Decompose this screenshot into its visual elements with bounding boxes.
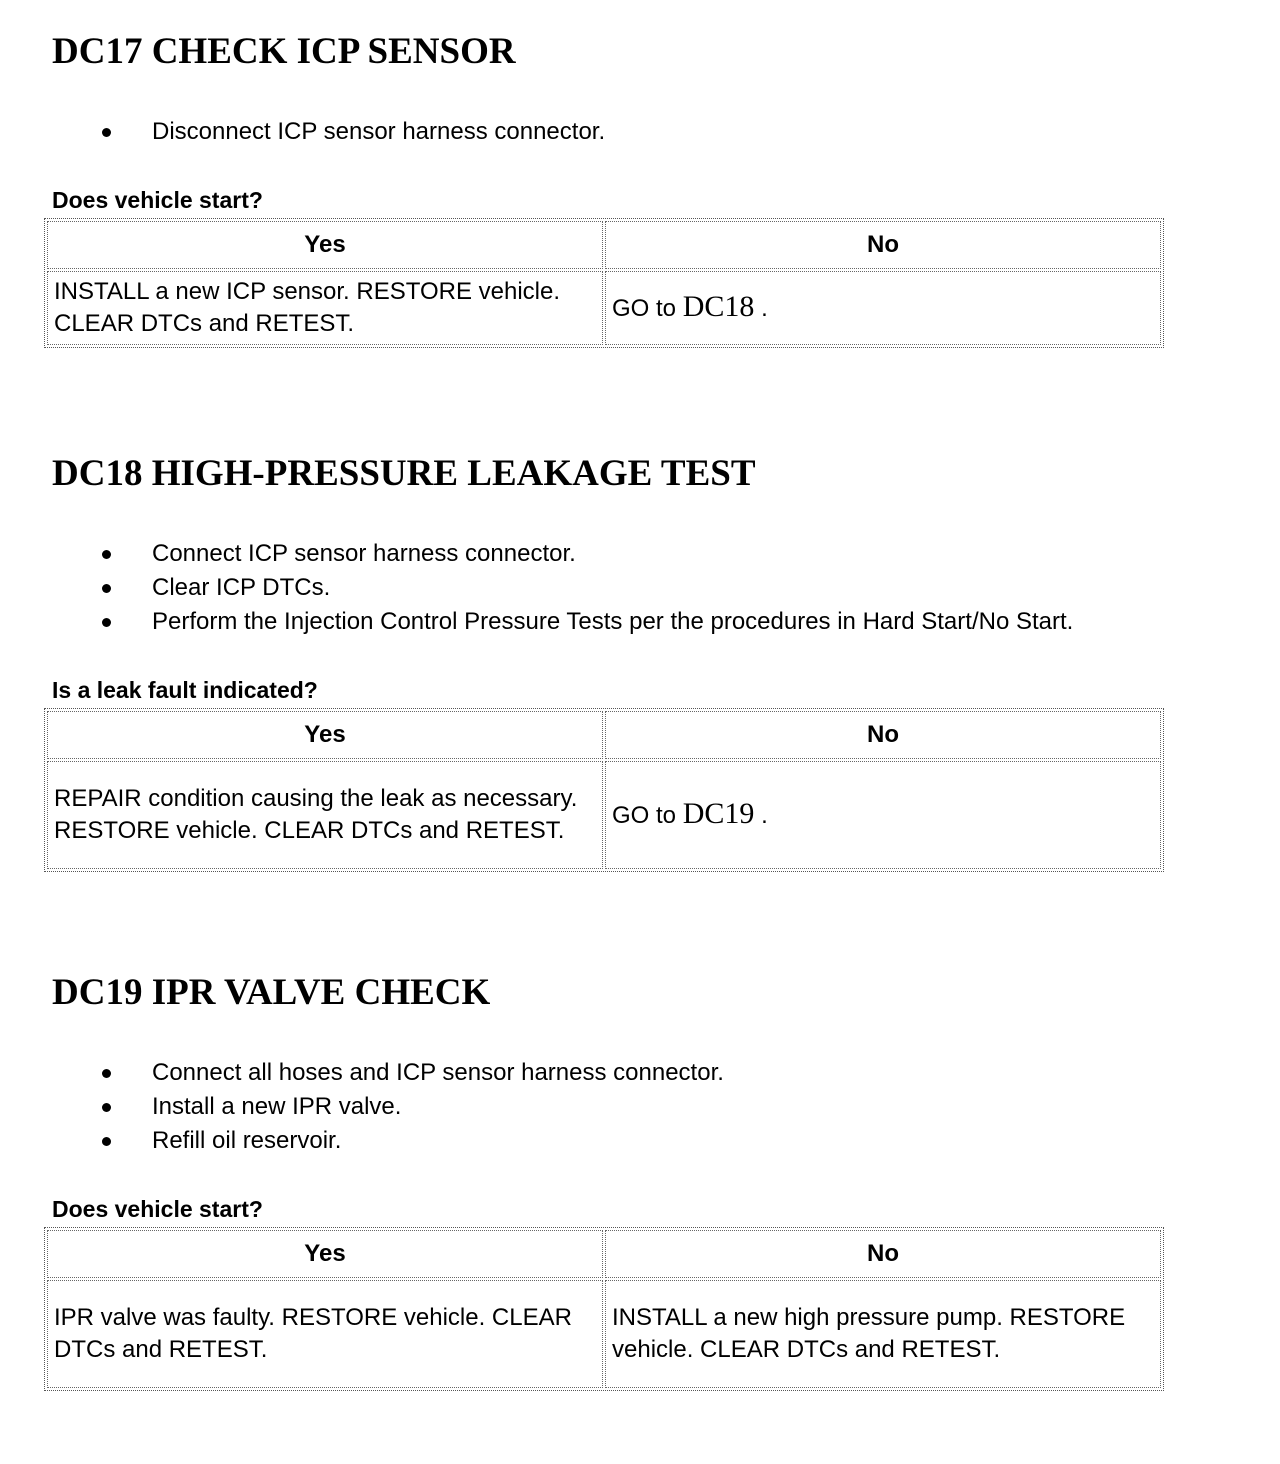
list-item: Disconnect ICP sensor harness connector. [52,115,1252,149]
list-item: Install a new IPR valve. [52,1090,1252,1124]
bullet-list [52,1056,1252,1158]
list-item: Connect all hoses and ICP sensor harness connector. [52,1056,1252,1090]
no-cell: GO to DC19 . [605,761,1161,869]
no-cell: INSTALL a new high pressure pump. RESTORE vehicle. CLEAR DTCs and RETEST. [605,1280,1161,1388]
bullet-list [52,115,1252,149]
question: Does vehicle start? [52,1196,263,1222]
list-item: Refill oil reservoir. [52,1124,1252,1158]
yes-cell: INSTALL a new ICP sensor. RESTORE vehicle. CLEAR DTCs and RETEST. [47,271,603,345]
bullet-icon [102,550,111,559]
bullet-list [52,537,1252,639]
list-item: Perform the Injection Control Pressure Tests per the procedures in Hard Start/No Start. [52,605,1252,639]
section-title: DC19 IPR VALVE CHECK [52,972,491,1013]
section-title: DC18 HIGH-PRESSURE LEAKAGE TEST [52,453,756,494]
bullet-icon [102,1103,111,1112]
no-header: No [605,711,1161,759]
bullet-icon [102,618,111,627]
section-title: DC17 CHECK ICP SENSOR [52,31,516,72]
yes-header: Yes [47,1230,603,1278]
question: Is a leak fault indicated? [52,677,318,703]
answer-table [44,708,1164,872]
no-cell: GO to DC18 . [605,271,1161,345]
section-dc18 [52,452,1252,872]
yes-header: Yes [47,221,603,269]
no-header: No [605,1230,1161,1278]
bullet-icon [102,1137,111,1146]
bullet-icon [102,584,111,593]
list-item: Clear ICP DTCs. [52,571,1252,605]
section-dc17 [52,30,1252,348]
bullet-icon [102,128,111,137]
yes-cell: IPR valve was faulty. RESTORE vehicle. CLEAR DTCs and RETEST. [47,1280,603,1388]
answer-table [44,218,1164,348]
goto-link[interactable]: DC19 [682,797,755,830]
list-item: Connect ICP sensor harness connector. [52,537,1252,571]
bullet-icon [102,1069,111,1078]
question: Does vehicle start? [52,187,263,213]
yes-header: Yes [47,711,603,759]
section-dc19 [52,971,1252,1391]
yes-cell: REPAIR condition causing the leak as necessary. RESTORE vehicle. CLEAR DTCs and RETEST. [47,761,603,869]
answer-table [44,1227,1164,1391]
goto-link[interactable]: DC18 [682,290,755,323]
no-header: No [605,221,1161,269]
